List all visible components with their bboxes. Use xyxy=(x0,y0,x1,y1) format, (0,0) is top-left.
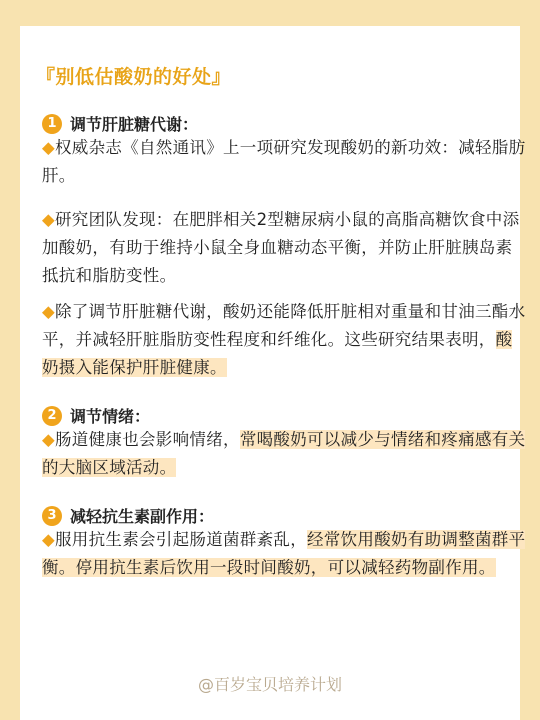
section-1-paragraph-2 xyxy=(42,206,528,290)
section-1-paragraph-3 xyxy=(42,298,528,382)
diamond-bullet-icon: ◆ xyxy=(42,210,55,229)
diamond-bullet-icon: ◆ xyxy=(42,138,55,157)
paragraph-text: 肠道健康也会影响情绪， xyxy=(55,430,240,449)
paragraph-text: 研究团队发现：在肥胖相关2型糖尿病小鼠的高脂高糖饮食中添加酸奶，有助于维持小鼠全身血糖动态平衡，并防止肝脏胰岛素抵抗和脂肪变性。 xyxy=(42,210,520,285)
section-2-heading-text: 调节情绪： xyxy=(70,407,151,426)
number-1-icon: 1 xyxy=(42,114,62,134)
section-3-heading-text: 减轻抗生素副作用： xyxy=(70,507,215,526)
section-1-heading xyxy=(42,112,198,135)
number-2-icon: 2 xyxy=(42,406,62,426)
diamond-bullet-icon: ◆ xyxy=(42,530,55,549)
section-3-paragraph-1 xyxy=(42,526,528,582)
diamond-bullet-icon: ◆ xyxy=(42,302,55,321)
highlighted-text: 常喝酸奶可以减少与情绪和疼痛感有关的大脑区域活动。 xyxy=(42,430,526,477)
footer-watermark: @百岁宝贝培养计划 xyxy=(197,675,342,694)
paragraph-text: 服用抗生素会引起肠道菌群紊乱， xyxy=(55,530,307,549)
section-1-paragraph-1 xyxy=(42,134,528,190)
section-3-heading xyxy=(42,504,214,527)
content-card xyxy=(20,26,526,720)
number-3-icon: 3 xyxy=(42,506,62,526)
section-2-paragraph-1 xyxy=(42,426,528,482)
paragraph-text: 权威杂志《自然通讯》上一项研究发现酸奶的新功效：减轻脂肪肝。 xyxy=(42,138,526,185)
highlighted-text: 酸奶摄入能保护肝脏健康。 xyxy=(42,330,513,377)
section-1-heading-text: 调节肝脏糖代谢： xyxy=(70,115,199,134)
page-title: 『别低估酸奶的好处』 xyxy=(36,66,232,88)
diamond-bullet-icon: ◆ xyxy=(42,430,55,449)
section-2-heading xyxy=(42,404,150,427)
highlighted-text: 经常饮用酸奶有助调整菌群平衡。停用抗生素后饮用一段时间酸奶，可以减轻药物副作用。 xyxy=(42,530,526,577)
paragraph-text: 除了调节肝脏糖代谢，酸奶还能降低肝脏相对重量和甘油三酯水平，并减轻肝脏脂肪变性程度和纤维化。这些研究结果表明， xyxy=(42,302,526,349)
